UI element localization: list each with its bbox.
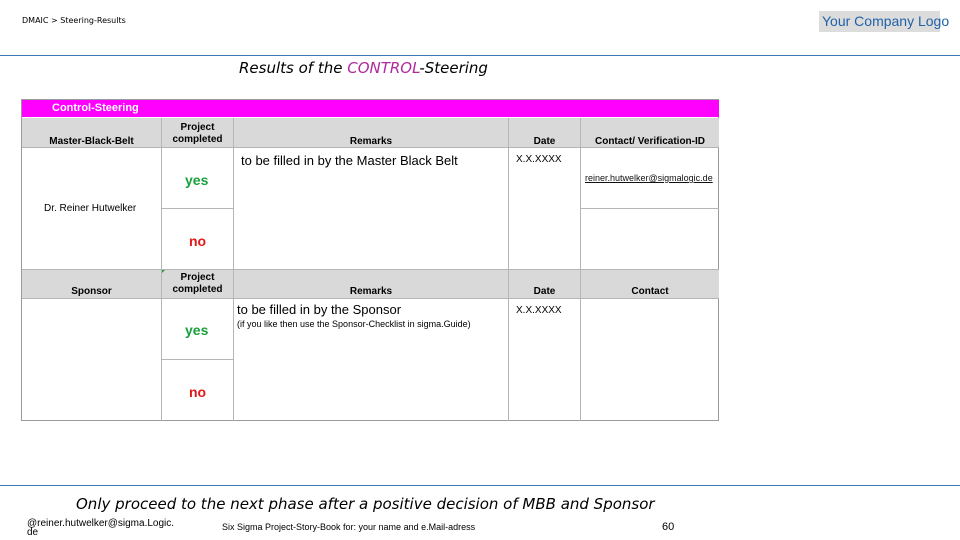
breadcrumb: DMAIC > Steering-Results	[22, 16, 126, 25]
page-number: 60	[662, 521, 675, 533]
story-book-label: Six Sigma Project-Story-Book for: your name and e.Mail-adress	[222, 522, 476, 532]
row-divider	[22, 147, 719, 148]
sponsor-yes-option[interactable]: yes	[185, 322, 209, 338]
row-divider	[22, 269, 719, 270]
header-divider	[0, 55, 960, 56]
mbb-remark: to be filled in by the Master Black Belt	[241, 153, 458, 168]
header-contact-sponsor: Contact	[631, 286, 669, 297]
row-divider	[161, 359, 234, 360]
mbb-date: X.X.XXXX	[516, 154, 562, 165]
sponsor-date: X.X.XXXX	[516, 305, 562, 316]
steering-table	[21, 99, 719, 421]
slide-title	[239, 59, 488, 77]
title-prefix: Results of the	[239, 59, 348, 77]
header-master-black-belt: Master-Black-Belt	[49, 136, 134, 147]
proceed-note: Only proceed to the next phase after a positive decision of MBB and Sponsor	[76, 495, 655, 513]
header-remarks-sponsor: Remarks	[349, 286, 393, 297]
sponsor-no-option[interactable]: no	[189, 384, 207, 400]
sponsor-remark: to be filled in by the Sponsor	[237, 302, 402, 317]
header-project-completed-sponsor: Project completed	[172, 272, 223, 295]
title-suffix: -Steering	[419, 59, 488, 77]
header-remarks: Remarks	[349, 136, 393, 147]
header-date: Date	[533, 136, 556, 147]
header-date-sponsor: Date	[533, 286, 556, 297]
mbb-email-link[interactable]: reiner.hutwelker@sigmalogic.de	[585, 173, 713, 183]
row-divider	[161, 208, 234, 209]
company-logo: Your Company Logo	[819, 11, 940, 32]
mbb-yes-option[interactable]: yes	[185, 172, 209, 188]
title-highlight: CONTROL	[347, 59, 420, 77]
band-label: Control-Steering	[52, 102, 139, 114]
header-sponsor: Sponsor	[71, 286, 112, 297]
mbb-no-option[interactable]: no	[189, 233, 207, 249]
table-band	[22, 100, 719, 117]
sponsor-remark-note: (if you like then use the Sponsor-Checklist in sigma.Guide)	[237, 319, 471, 329]
row-divider	[580, 208, 719, 209]
mbb-name: Dr. Reiner Hutwelker	[44, 203, 137, 214]
row-divider	[22, 298, 719, 299]
footer-divider	[0, 485, 960, 486]
header-project-completed: Project completed	[172, 122, 223, 145]
copyright: @reiner.hutwelker@sigma.Logic.de	[27, 518, 175, 538]
header-contact-verification: Contact/ Verification-ID	[594, 136, 705, 147]
